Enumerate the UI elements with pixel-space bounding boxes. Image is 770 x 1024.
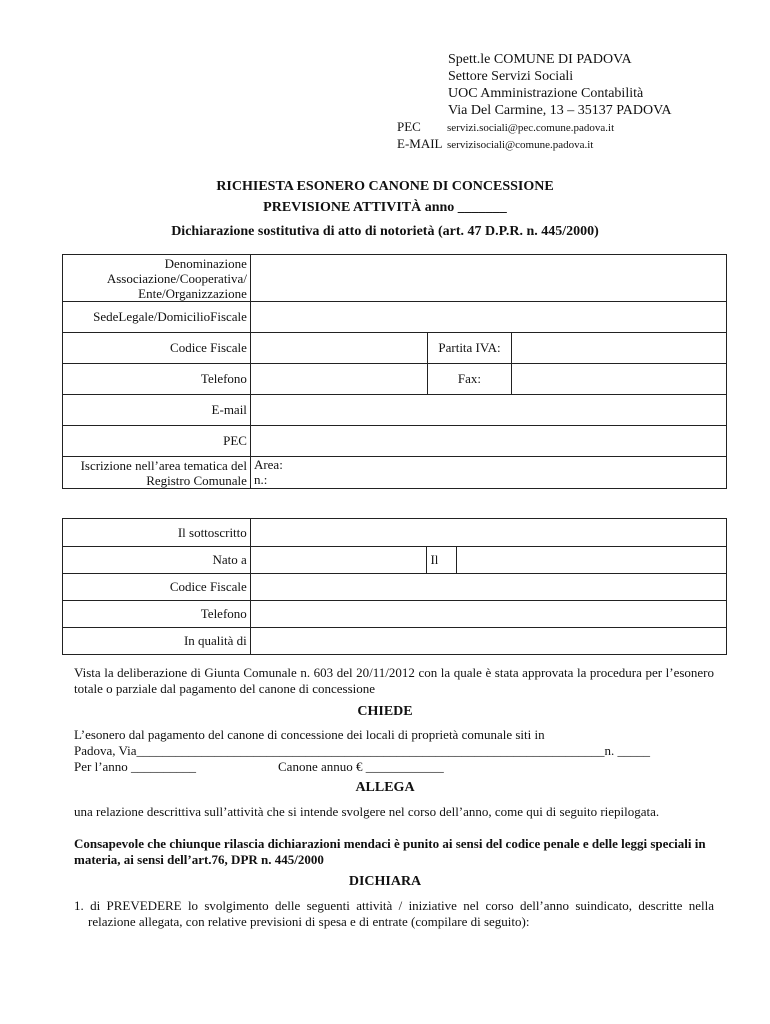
numero-label: n.:: [253, 472, 268, 487]
recipient-line-1: Spett.le COMUNE DI PADOVA: [448, 52, 632, 67]
sottoscritto-field[interactable]: [250, 519, 726, 547]
telefono-label: Telefono: [63, 364, 251, 395]
table-row: [63, 547, 727, 574]
recipient-line-2: Settore Servizi Sociali: [448, 69, 574, 84]
consapevole-paragraph: Consapevole che chiunque rilascia dichiarazioni mendaci è punito ai sensi del codice penale e delle leggi speciali in materia, ai sensi dell’art.76, DPR n. 445/2000: [74, 836, 706, 867]
person-telefono-field[interactable]: [250, 601, 726, 628]
signatory-table: [62, 518, 727, 655]
pec-label: PEC: [397, 119, 421, 134]
data-nascita-field[interactable]: [457, 547, 727, 574]
anno-field: Per l’anno __________: [74, 759, 197, 774]
partita-iva-label: Partita IVA:: [427, 333, 512, 364]
recipient-line-4: Via Del Carmine, 13 – 35137 PADOVA: [448, 103, 672, 118]
iscrizione-label: Iscrizione nell’area tematica del Registro Comunale: [63, 457, 251, 489]
person-telefono-label: Telefono: [63, 601, 251, 628]
recipient-email: [397, 136, 593, 153]
person-codice-fiscale-label: Codice Fiscale: [63, 574, 251, 601]
fax-label: Fax:: [427, 364, 512, 395]
table-row: [63, 302, 727, 333]
fax-field[interactable]: [512, 364, 727, 395]
table-row: [63, 255, 727, 302]
table-row: [63, 426, 727, 457]
vista-paragraph: Vista la deliberazione di Giunta Comunale n. 603 del 20/11/2012 con la quale è stata approvata la procedura per l’esonero totale o parziale dal pagamento del canone di concessione: [74, 665, 714, 696]
chiede-line-1: L’esonero dal pagamento del canone di concessione dei locali di proprietà comunale siti in: [74, 727, 545, 742]
denominazione-field[interactable]: [250, 255, 726, 302]
denominazione-label: Denominazione Associazione/Cooperativa/ Ente/Organizzazione: [63, 255, 251, 302]
email-label: E-mail: [63, 395, 251, 426]
table-row: [63, 628, 727, 655]
iscrizione-field[interactable]: [250, 457, 726, 489]
table-row: [63, 574, 727, 601]
telefono-field[interactable]: [250, 364, 427, 395]
pec-field[interactable]: [250, 426, 726, 457]
partita-iva-field[interactable]: [512, 333, 727, 364]
email-value: servizisociali@comune.padova.it: [447, 139, 594, 151]
table-row: [63, 333, 727, 364]
dichiara-item-1: 1. di PREVEDERE lo svolgimento delle seguenti attività / iniziative nel corso dell’anno suindicato, descritte nella relazione allegata, con relative previsioni di spesa e di entrate (compilare di seguito):: [74, 898, 714, 929]
recipient-line-3: UOC Amministrazione Contabilità: [448, 86, 644, 101]
chiede-line-2: Padova, Via________________________________________________________________________n. _____: [74, 743, 651, 758]
nato-a-field[interactable]: [250, 547, 427, 574]
recipient-pec: [397, 119, 614, 136]
pec-label: PEC: [63, 426, 251, 457]
table-row: [63, 364, 727, 395]
chiede-heading: CHIEDE: [357, 704, 413, 719]
table-row: [63, 519, 727, 547]
title-line-3: Dichiarazione sostitutiva di atto di notorietà (art. 47 D.P.R. n. 445/2000): [171, 224, 599, 239]
dichiara-heading: DICHIARA: [348, 874, 422, 889]
organization-table: [62, 254, 727, 489]
area-label: Area:: [253, 457, 283, 472]
table-row: [63, 395, 727, 426]
pec-value: servizi.sociali@pec.comune.padova.it: [447, 122, 615, 134]
recipient-address: [448, 51, 672, 119]
qualita-label: In qualità di: [63, 628, 251, 655]
sede-field[interactable]: [250, 302, 726, 333]
sede-label: SedeLegale/DomicilioFiscale: [63, 302, 251, 333]
email-label: E-MAIL: [397, 136, 443, 151]
person-codice-fiscale-field[interactable]: [250, 574, 726, 601]
chiede-line-3: [74, 759, 714, 775]
sottoscritto-label: Il sottoscritto: [63, 519, 251, 547]
allega-text: una relazione descrittiva sull’attività che si intende svolgere nel corso dell’anno, come qui di seguito riepilogata.: [74, 804, 660, 819]
title-line-1: RICHIESTA ESONERO CANONE DI CONCESSIONE: [216, 179, 554, 194]
table-row: [63, 457, 727, 489]
codice-fiscale-label: Codice Fiscale: [63, 333, 251, 364]
allega-heading: ALLEGA: [355, 780, 415, 795]
canone-field: Canone annuo € ____________: [278, 759, 444, 774]
qualita-field[interactable]: [250, 628, 726, 655]
codice-fiscale-field[interactable]: [250, 333, 427, 364]
email-field[interactable]: [250, 395, 726, 426]
nato-a-label: Nato a: [63, 547, 251, 574]
table-row: [63, 601, 727, 628]
il-label: Il: [427, 547, 457, 574]
title-line-2: PREVISIONE ATTIVITÀ anno _______: [263, 200, 507, 215]
